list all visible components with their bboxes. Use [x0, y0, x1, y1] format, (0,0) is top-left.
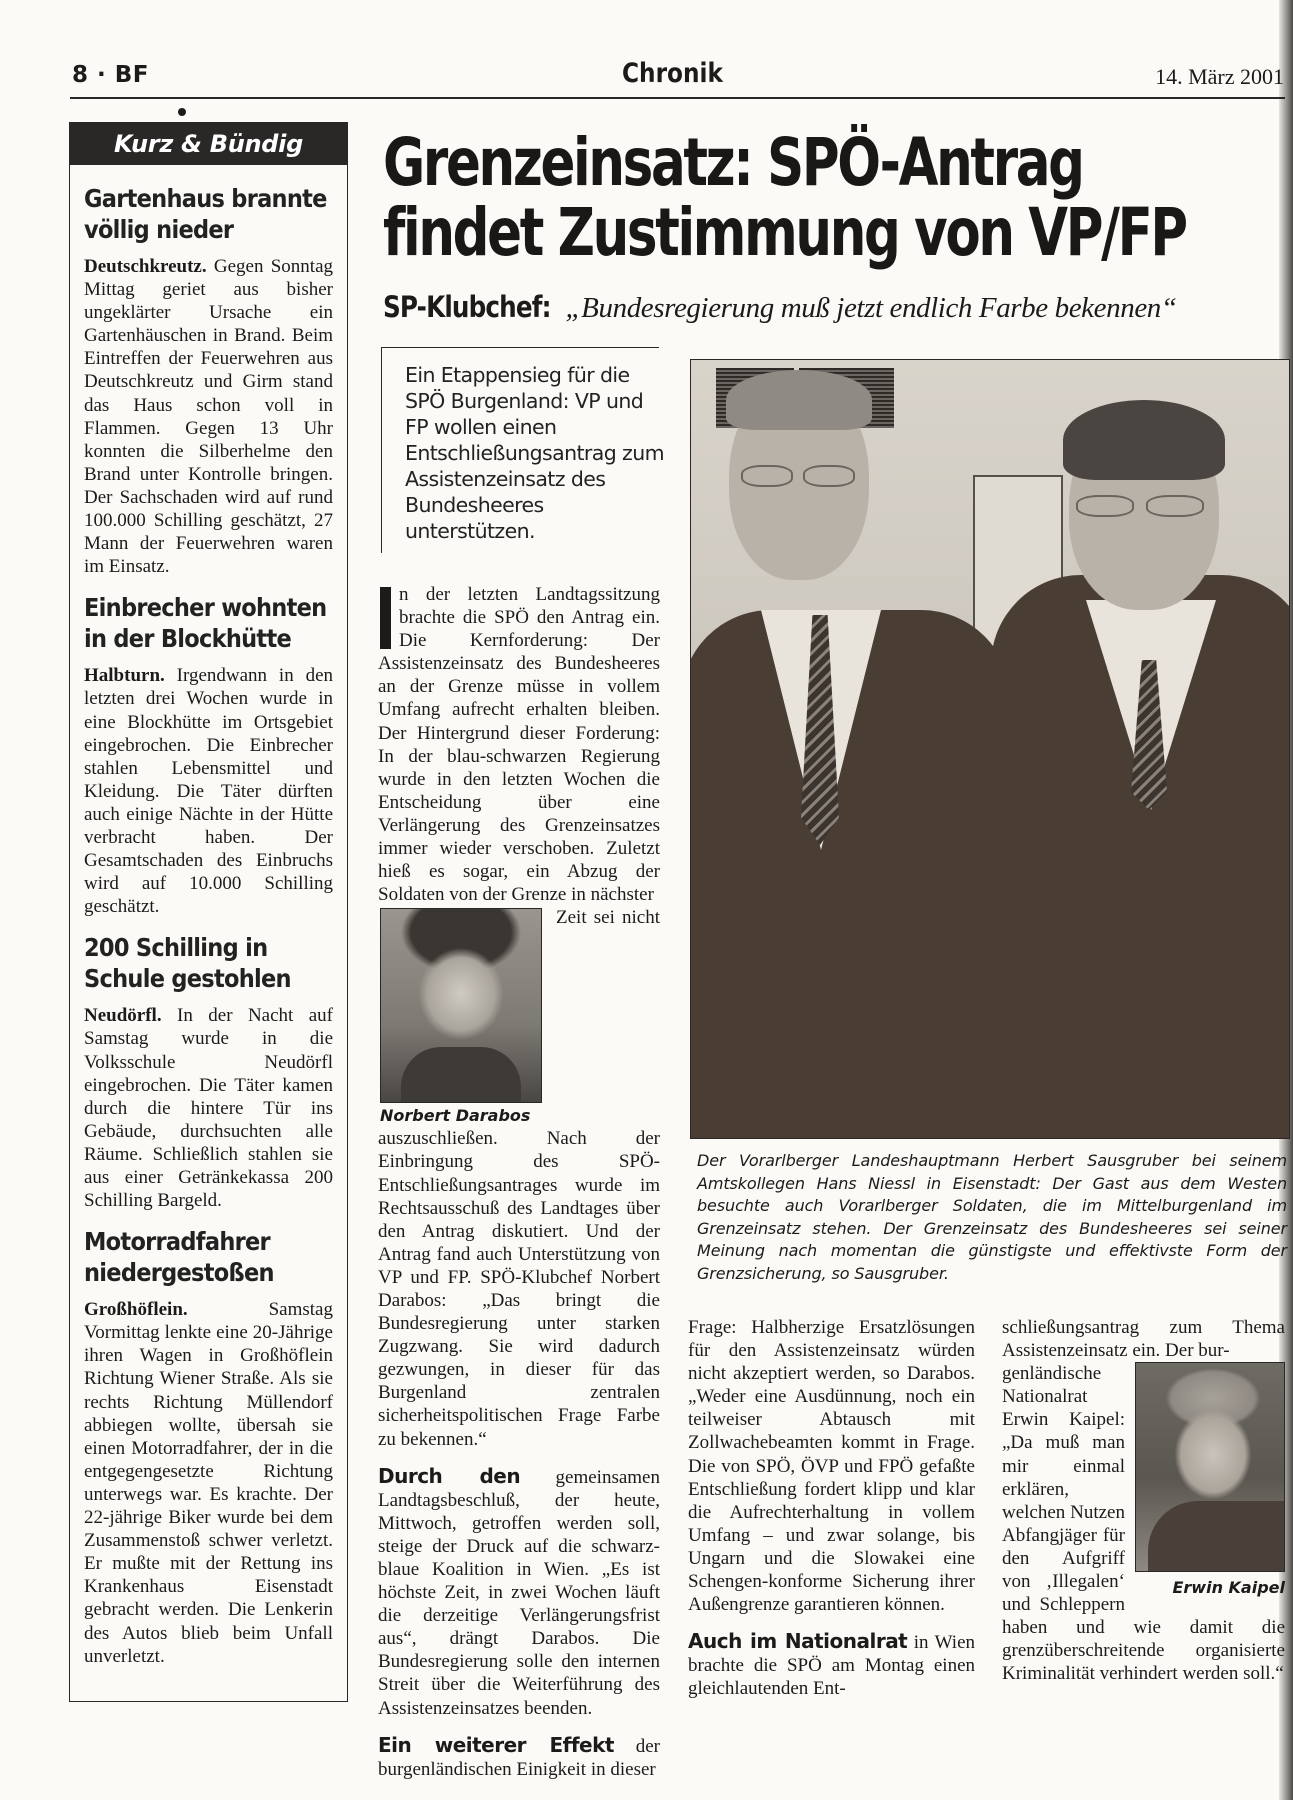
brief-text [84, 1004, 333, 1212]
brief-body: Irgendwann in den letzten drei Wochen wurde in eine Blockhütte im Ortsgebiet eingebrochen. Die Einbrecher stahlen Lebensmittel und Kleidung. Die Täter dürften auch einige Nächte in der Hütte verbracht haben. Der Gesamtschaden des Einbruchs wird auf 10.000 Schilling geschätzt. [84, 665, 333, 918]
briefs-box-title: Kurz & Bündig [70, 123, 347, 165]
brief-title: Gartenhaus brannte völlig nieder [84, 184, 327, 244]
run-in-heading: Ein weiterer Effekt [378, 1732, 614, 1757]
brief-title: Einbrecher wohnten in der Blockhütte [84, 593, 327, 654]
section-title: Chronik [622, 58, 723, 89]
brief-place: Neudörfl. [84, 1005, 162, 1027]
article-headline [383, 124, 1280, 271]
glasses [803, 465, 855, 487]
portrait-photo-darabos [380, 908, 542, 1103]
body-paragraph: Frage: Halbherzige Ersatzlösungen für den Assistenzeinsatz würden nicht akzeptiert werden, so Darabos. „Weder eine Ausdünnung, noch ein teilweiser Abtausch mit Zollwachebeamten kommt in Frage. Die von SPÖ, ÖVP und FPÖ gefaßte Entschließung fordert klipp und klar die Aufrechterhaltung in vollem Umfang – und zwar solange, bis Ungarn und die Slowakei eine Schengen-konforme Sicherung ihrer Außengrenze garantieren können. [688, 1317, 975, 1616]
article-column-2 [688, 1316, 975, 1701]
headline-line-2: findet Zustimmung von VP/FP [383, 194, 1186, 271]
glasses [1146, 495, 1204, 517]
run-in-heading: Durch den [378, 1463, 521, 1488]
header-rule [70, 97, 1285, 99]
brief-text [84, 1298, 333, 1668]
hair [726, 370, 872, 430]
body-text: in Wien brachte die SPÖ am Montag einen gleichlautenden Ent- [688, 1632, 975, 1700]
brief-item [84, 1226, 333, 1668]
article-subhead [383, 290, 1293, 325]
masthead [62, 58, 1284, 96]
briefs-box [69, 122, 348, 1702]
body-paragraph: Zeit sei nicht auszuschließen. Nach der Einbringung des SPÖ-Entschließungsantrages wurde im Rechtsausschuß des Landtages über den Antrag diskutiert. Und der Antrag fand auch Unterstützung von VP und FP. SPÖ-Klubchef Norbert Darabos: „Das bringt die Bundesregierung unter starken Zugzwang. Sie wird dadurch gezwungen, in dieser für das Burgenland zentralen sicherheitspolitischen Frage Farbe zu bekennen.“ [378, 907, 660, 1450]
brief-place: Großhöflein. [84, 1299, 188, 1321]
page-number: 8 · BF [72, 62, 149, 88]
issue-date: 14. März 2001 [1155, 64, 1284, 89]
body-paragraph [688, 1630, 975, 1700]
brief-text [84, 664, 333, 918]
headline-line-1: Grenzeinsatz: SPÖ-Antrag [383, 124, 1083, 201]
body-text: gemeinsamen Landtagsbeschluß, der heute, Mittwoch, getroffen werden soll, steige der Druck auf die schwarz-blaue Koalition in Wien. „Es ist höchste Zeit, in zwei Wochen läuft die derzeitige Verlängerungsfrist aus“, drängt Darabos. Die Bundesregierung solle den internen Streit über die Weiterführung des Assistenzeinsatzes beenden. [378, 1466, 660, 1719]
spacer [378, 1720, 660, 1734]
spacer [378, 1451, 660, 1465]
brief-title: Motorradfahrer niedergestoßen [84, 1227, 274, 1288]
brief-text [84, 255, 333, 578]
portrait-caption-darabos: Norbert Darabos [380, 1106, 531, 1126]
brief-place: Deutschkreutz. [84, 256, 207, 277]
hair [1063, 400, 1225, 480]
subhead-quote: „Bundesregierung muß jetzt endlich Farbe bekennen“ [565, 292, 1177, 324]
body-paragraph: n der letzten Landtagssitzung brachte die SPÖ den Antrag ein. Die Kernforderung: Der Assistenzeinsatz des Bundesheeres an der Grenze müsse in vollem Umfang aufrecht erhalten bleiben. Der Hintergrund dieser Forderung: In der blau-schwarzen Regierung wurde in den letzten Wochen die Entscheidung über eine Verlängerung des Grenzeinsatzes immer wieder verschoben. Zuletzt hieß es sogar, ein Abzug der Soldaten von der Grenze in nächster [378, 584, 660, 906]
bullet-dot [178, 108, 186, 116]
brief-body: In der Nacht auf Samstag wurde in die Volksschule Neudörfl eingebrochen. Die Täter kamen durch die hintere Tür ins Gebäude, durchsuchten alle Räume. Schließlich stahlen sie aus einer Getränkekassa 200 Schilling Bargeld. [84, 1005, 334, 1212]
brief-item [84, 592, 333, 918]
article-column-1 [378, 583, 660, 1781]
body-paragraph [378, 1734, 660, 1781]
main-photo-caption: Der Vorarlberger Landeshauptmann Herbert Sausgruber bei seinem Amtskollegen Hans Niessl in Eisenstadt: Der Gast aus dem Westen besuchte auch Vorarlberger Soldaten, die im Mittelburgenland im Grenzeinsatz stehen. Der Grenzeinsatz des Bundesheeres sei seiner Meinung nach momentan die günstigste und effektivste Form der Grenzsicherung, so Sausgruber. [697, 1151, 1287, 1283]
drop-cap [380, 587, 391, 649]
body-paragraph: genländische Nationalrat Erwin Kaipel: „Da muß man mir einmal erklären, welchen Nutzen Abfangjäger für den Aufgriff von ‚Illegalen‘ und Schleppern haben und wie damit die grenzüberschreitende organisierte Kriminalität verhindert werden soll.“ [1002, 1363, 1285, 1685]
portrait-photo-kaipel [1135, 1362, 1285, 1572]
brief-item [84, 183, 333, 578]
glasses [741, 465, 793, 487]
brief-title: 200 Schilling in Schule gestohlen [84, 933, 291, 994]
article-intro: Ein Etappensieg für die SPÖ Burgenland: VP und FP wollen einen Entschließungsantrag zum Assistenzeinsatz des Bundesheeres unterstützen. [405, 363, 664, 543]
subhead-lead: SP-Klubchef: [383, 290, 551, 324]
article-column-3 [1002, 1316, 1285, 1686]
main-photo-sausgruber-niessl [690, 359, 1290, 1139]
brief-place: Halbturn. [84, 665, 165, 687]
body-text: der burgenländischen Einigkeit in dieser [378, 1735, 660, 1780]
spacer [688, 1616, 975, 1630]
run-in-heading: Auch im Nationalrat [688, 1629, 908, 1654]
body-paragraph [378, 1465, 660, 1720]
brief-body: Samstag Vormittag lenkte eine 20-Jährige ihren Wagen in Großhöflein Richtung Wiener Straße. Als sie rechts Richtung Müllendorf abbiegen wollte, übersah sie einen Motorradfahrer, der in die entgegengesetzte Richtung unterwegs war. Es krachte. Der 22-jährige Biker wurde bei dem Zusammenstoß schwer verletzt. Er mußte mit der Rettung ins Krankenhaus Eisenstadt gebracht werden. Die Lenkerin des Autos blieb beim Unfall unverletzt. [84, 1299, 333, 1667]
body-paragraph: schließungsantrag zum Thema Assistenzeinsatz ein. Der bur- [1002, 1317, 1285, 1362]
glasses [1076, 495, 1134, 517]
portrait-caption-kaipel: Erwin Kaipel [1172, 1578, 1285, 1598]
brief-item [84, 932, 333, 1212]
brief-body: Gegen Sonntag Mittag geriet aus bisher ungeklärter Ursache ein Gartenhäuschen in Brand. Beim Eintreffen der Feuerwehren aus Deutschkreutz und Girm stand das Haus schon voll in Flammen. Gegen 13 Uhr konnten die Silberhelme den Brand unter Kontrolle bringen. Der Sachschaden wird auf rund 100.000 Schilling geschätzt, 27 Mann der Feuerwehren waren im Einsatz. [84, 256, 333, 578]
